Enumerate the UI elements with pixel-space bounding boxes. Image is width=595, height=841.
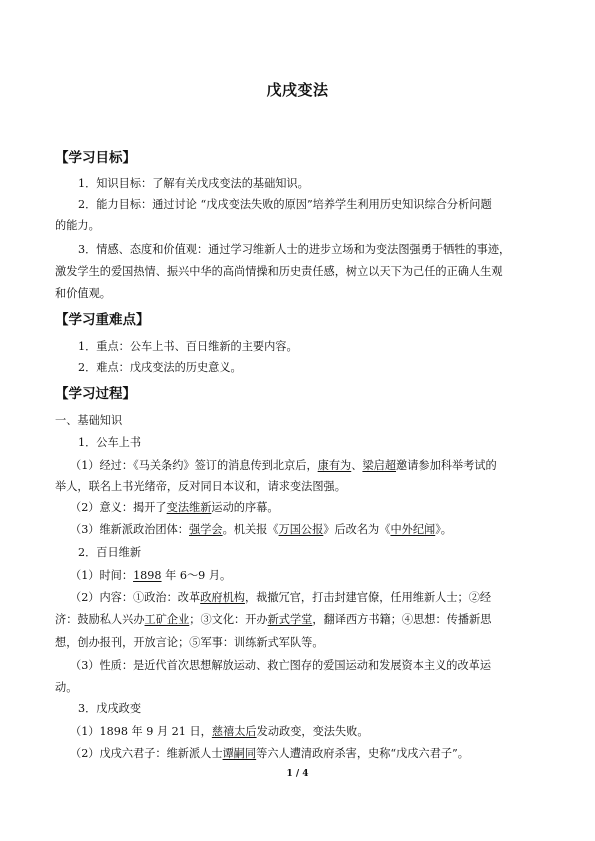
gongche-process-line-2: 举人，联名上书光绪帝，反对同日本议和，请求变法图强。 bbox=[55, 480, 346, 493]
text-segment: （1）经过：《马关条约》签订的消息传到北京后， bbox=[70, 459, 318, 472]
key-term-new-schools: 新式学堂 bbox=[267, 613, 313, 626]
text-segment: （3）维新派政治团体： bbox=[70, 523, 189, 536]
text-segment: 邀请参加科举考试的 bbox=[396, 459, 497, 472]
heading-learning-goals: 【学习目标】 bbox=[55, 150, 136, 166]
page-number: 1 / 4 bbox=[286, 769, 309, 779]
goal-2-line-1: 2．能力目标：通过讨论 “戊戌变法失败的原因”培养学生利用历史知识综合分析问题 bbox=[78, 198, 492, 211]
page-title: 戊戌变法 bbox=[266, 81, 329, 99]
key-term-zhongwai-jiwen: 中外纪闻 bbox=[390, 523, 436, 536]
text-segment: 运动的序幕。 bbox=[211, 501, 279, 514]
heading-key-points: 【学习重难点】 bbox=[55, 312, 150, 328]
text-segment: 发动政变，变法失败。 bbox=[256, 725, 369, 738]
key-term-wanguo-gongbao: 万国公报 bbox=[278, 523, 324, 536]
coup-event bbox=[70, 725, 369, 739]
text-segment: 、 bbox=[351, 459, 363, 472]
key-term-tan-sitong: 谭嗣同 bbox=[222, 747, 257, 760]
key-point-2: 2．难点：戊戌变法的历史意义。 bbox=[78, 361, 242, 374]
text-segment: 。机关报《 bbox=[222, 523, 279, 536]
key-term-reform: 变法维新 bbox=[166, 501, 212, 514]
heading-learning-process: 【学习过程】 bbox=[55, 386, 136, 402]
reform-nature-line-1: （3）性质：是近代首次思想解放运动、救亡图存的爱国运动和发展资本主义的改革运 bbox=[70, 659, 492, 672]
goal-3-line-3: 和价值观。 bbox=[55, 287, 111, 300]
six-gentlemen bbox=[70, 747, 469, 761]
reform-content-line-1 bbox=[70, 591, 491, 605]
reform-time bbox=[70, 569, 231, 583]
text-segment: 》后改名为《 bbox=[323, 523, 391, 536]
text-segment: （1）1898 年 9 月 21 日， bbox=[70, 725, 212, 738]
key-point-1: 1．重点：公车上书、百日维新的主要内容。 bbox=[78, 340, 298, 353]
reformist-organizations bbox=[70, 523, 452, 537]
key-term-kang-youwei: 康有为 bbox=[317, 459, 352, 472]
goal-3-line-2: 激发学生的爱国热情、振兴中华的高尚情操和历史责任感，树立以天下为己任的正确人生观 bbox=[55, 265, 503, 278]
gongche-significance bbox=[70, 501, 279, 515]
text-segment: （2）戊戌六君子：维新派人士 bbox=[70, 747, 223, 760]
reform-content-line-2 bbox=[55, 613, 491, 627]
subsection-gongche-shangshu: 1．公车上书 bbox=[78, 436, 142, 449]
text-segment: 年 6～9 月。 bbox=[161, 569, 232, 582]
gongche-process-line-1 bbox=[70, 459, 497, 473]
goal-1: 1．知识目标：了解有关戊戌变法的基础知识。 bbox=[78, 177, 309, 190]
key-term-empress-dowager-cixi: 慈禧太后 bbox=[211, 725, 257, 738]
text-segment: （2）内容：①政治：改革 bbox=[70, 591, 201, 604]
reform-nature-line-2: 动。 bbox=[55, 681, 78, 694]
text-segment: （1）时间： bbox=[70, 569, 134, 582]
reform-content-line-3: 想，创办报刊，开放言论；⑤军事：训练新式军队等。 bbox=[55, 636, 324, 649]
key-term-year-1898: 1898 bbox=[133, 569, 162, 582]
goal-3-line-1: 3．情感、态度和价值观：通过学习维新人士的进步立场和为变法图强勇于牺牲的事迹， bbox=[78, 243, 511, 256]
text-segment: ；③文化：开办 bbox=[189, 613, 268, 626]
text-segment: 》。 bbox=[435, 523, 452, 536]
goal-2-line-2: 的能力。 bbox=[55, 219, 100, 232]
key-term-qiangxuehui: 强学会 bbox=[189, 523, 223, 536]
text-segment: 济：鼓励私人兴办 bbox=[55, 613, 145, 626]
text-segment: ，翻译西方书籍；④思想：传播新思 bbox=[312, 613, 492, 626]
key-term-liang-qichao: 梁启超 bbox=[362, 459, 397, 472]
section-basic-knowledge: 一、基础知识 bbox=[55, 414, 123, 427]
text-segment: 等六人遭清政府杀害，史称“戊戌六君子”。 bbox=[256, 747, 469, 760]
subsection-wuxu-coup: 3．戊戌政变 bbox=[78, 702, 142, 715]
subsection-hundred-days-reform: 2．百日维新 bbox=[78, 546, 142, 559]
text-segment: ，裁撤冗官，打击封建官僚，任用维新人士；②经 bbox=[244, 591, 492, 604]
key-term-industrial-enterprises: 工矿企业 bbox=[144, 613, 190, 626]
text-segment: （2）意义：揭开了 bbox=[70, 501, 167, 514]
key-term-government-institutions: 政府机构 bbox=[200, 591, 245, 604]
